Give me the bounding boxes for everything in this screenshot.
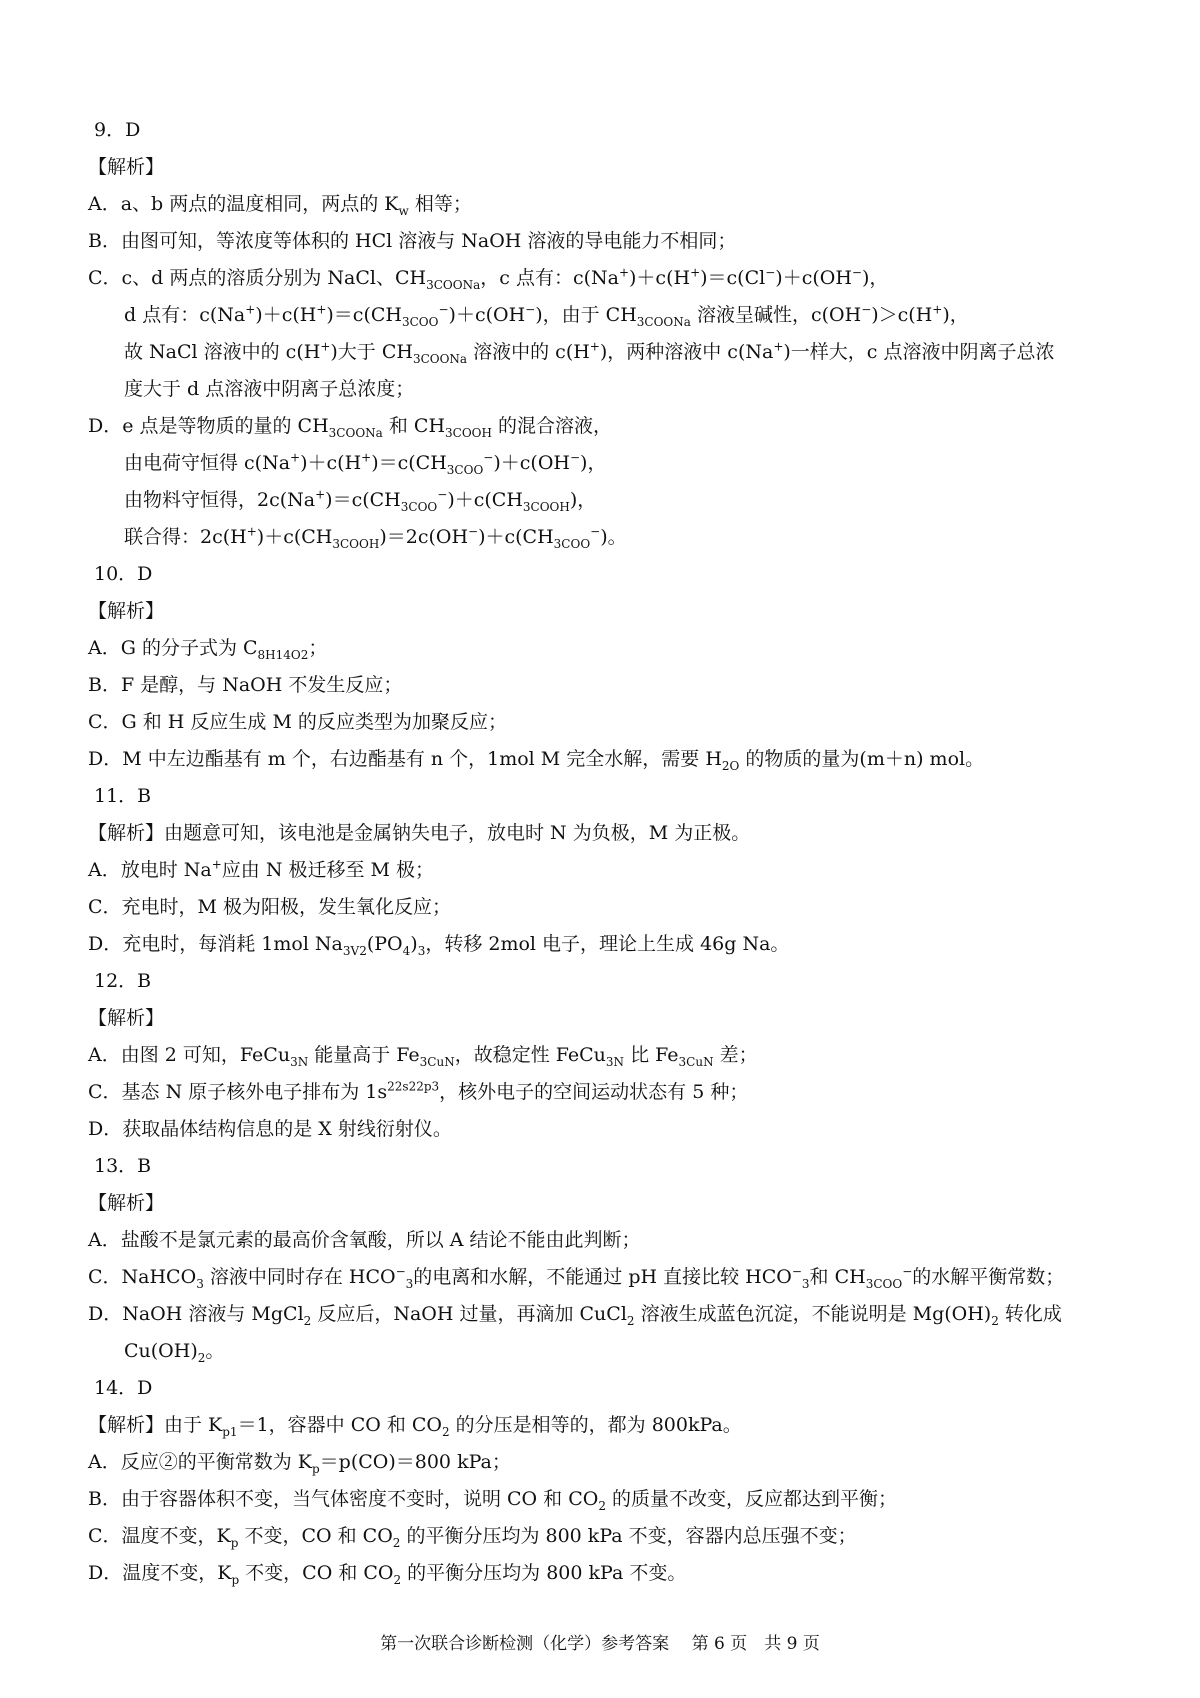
text-line-31: A．盐酸不是氯元素的最高价含氧酸，所以 A 结论不能由此判断； (88, 1229, 641, 1251)
text-line-16: B．F 是醇，与 NaOH 不发生反应； (88, 674, 403, 696)
text-line-27: C．基态 N 原子核外电子排布为 $1s^{22s22p3}$，核外电子的空间运动状态有 5 种； (88, 1079, 749, 1103)
text-line-21: A．放电时 Na+应由 N 极迁移至 M 极； (88, 857, 435, 881)
text-line-37: A．反应②的平衡常数为 $K_p=p(CO)=800$ kPa； (88, 1451, 511, 1476)
text-line-12: 联合得：$2c(H^+)+c(CH_{3COOH})=2c(OH^-)+c(CH_{3COO}^-)$。 (124, 524, 627, 551)
text-line-30: 【解析】 (88, 1192, 165, 1214)
text-line-8: 度大于 d 点溶液中阴离子总浓度； (124, 378, 415, 400)
text-line-18: D．M 中左边酯基有 m 个，右边酯基有 n 个，1mol M 完全水解，需要 $H_{2O}$ 的物质的量为(m＋n) mol。 (88, 748, 985, 773)
text-line-39: C．温度不变，$K_p$ 不变，CO 和 $CO_2$ 的平衡分压均为 800 kPa 不变，容器内总压强不变； (88, 1525, 857, 1550)
answer-body (88, 112, 1128, 1592)
text-line-33: D．NaOH 溶液与 MgCl$_2$ 反应后，NaOH 过量，再滴加 CuCl$_2$ 溶液生成蓝色沉淀，不能说明是 $Mg(OH)_2$ 转化成 (88, 1303, 1062, 1328)
text-line-15: A．G 的分子式为 $C_{8H14O2}$； (88, 637, 328, 662)
text-line-4: B．由图可知，等浓度等体积的 HCl 溶液与 NaOH 溶液的导电能力不相同； (88, 230, 737, 252)
text-line-35: 14．D (94, 1377, 153, 1399)
text-line-25: 【解析】 (88, 1007, 165, 1029)
text-line-1: 9．D (94, 119, 141, 141)
text-line-38: B．由于容器体积不变，当气体密度不变时，说明 CO 和 $CO_2$ 的质量不改变，反应都达到平衡； (88, 1488, 897, 1513)
text-line-14: 【解析】 (88, 600, 165, 622)
text-line-24: 12．B (94, 970, 152, 992)
text-line-26: A．由图 2 可知，FeCu$_{3N}$ 能量高于 $Fe_{3CuN}$，故稳定性 FeCu$_{3N}$ 比 $Fe_{3CuN}$ 差； (88, 1044, 758, 1069)
text-line-20: 【解析】由题意可知，该电池是金属钠失电子，放电时 N 为负极，M 为正极。 (88, 822, 751, 844)
text-line-19: 11．B (94, 785, 152, 807)
text-line-2: 【解析】 (88, 156, 165, 178)
text-line-36: 【解析】由于 $K_{p1}=1$，容器中 CO 和 $CO_2$ 的分压是相等的，都为 800kPa。 (88, 1414, 742, 1439)
text-line-10: 由电荷守恒得 $c(Na^+)+c(H^+)=c(CH_{3COO}^-)+c(OH^-)$， (124, 450, 607, 477)
text-line-6: d 点有：$c(Na^+)+c(H^+)=c(CH_{3COO}^-)+c(OH^-)$，由于 $CH_{3COONa}$ 溶液呈碱性，c(OH−)＞c(H+)， (124, 302, 969, 329)
text-line-3: A．a、b 两点的温度相同，两点的 $K_w$ 相等； (88, 193, 472, 218)
page-footer: 第一次联合诊断检测（化学）参考答案 第 6 页 共 9 页 (380, 1634, 820, 1654)
text-line-22: C．充电时，M 极为阳极，发生氧化反应； (88, 896, 452, 918)
text-line-5: C．c、d 两点的溶质分别为 NaCl、$CH_{3COONa}$，c 点有：c(Na+)＋c(H+)＝c(Cl−)＋c(OH−)， (88, 265, 889, 292)
text-line-13: 10．D (94, 563, 153, 585)
text-line-23: D．充电时，每消耗 1mol $Na_{3V2}(PO_4)_3$，转移 2mol 电子，理论上生成 46g Na。 (88, 933, 790, 958)
text-line-32: C．NaHCO$_3$ 溶液中同时存在 $HCO^-_3$的电离和水解，不能通过 pH 直接比较 $HCO^-_3$和 $CH_{3COO}^-$的水解平衡常数； (88, 1264, 1065, 1291)
text-line-29: 13．B (94, 1155, 152, 1177)
text-line-28: D．获取晶体结构信息的是 X 射线衍射仪。 (88, 1118, 452, 1140)
text-line-9: D．e 点是等物质的量的 $CH_{3COONa}$ 和 $CH_{3COOH}$ 的混合溶液， (88, 415, 613, 440)
text-line-34: $Cu(OH)_2$。 (124, 1340, 225, 1365)
text-line-17: C．G 和 H 反应生成 M 的反应类型为加聚反应； (88, 711, 507, 733)
text-line-40: D．温度不变，$K_p$ 不变，CO 和 $CO_2$ 的平衡分压均为 800 kPa 不变。 (88, 1562, 687, 1587)
text-line-7: 故 NaCl 溶液中的 c(H+)大于 $CH_{3COONa}$ 溶液中的 c(H+)，两种溶液中 c(Na+)一样大，c 点溶液中阴离子总浓 (124, 339, 1055, 366)
text-line-11: 由物料守恒得，$2c(Na^+)=c(CH_{3COO}^-)+c(CH_{3COOH})$， (124, 487, 597, 514)
